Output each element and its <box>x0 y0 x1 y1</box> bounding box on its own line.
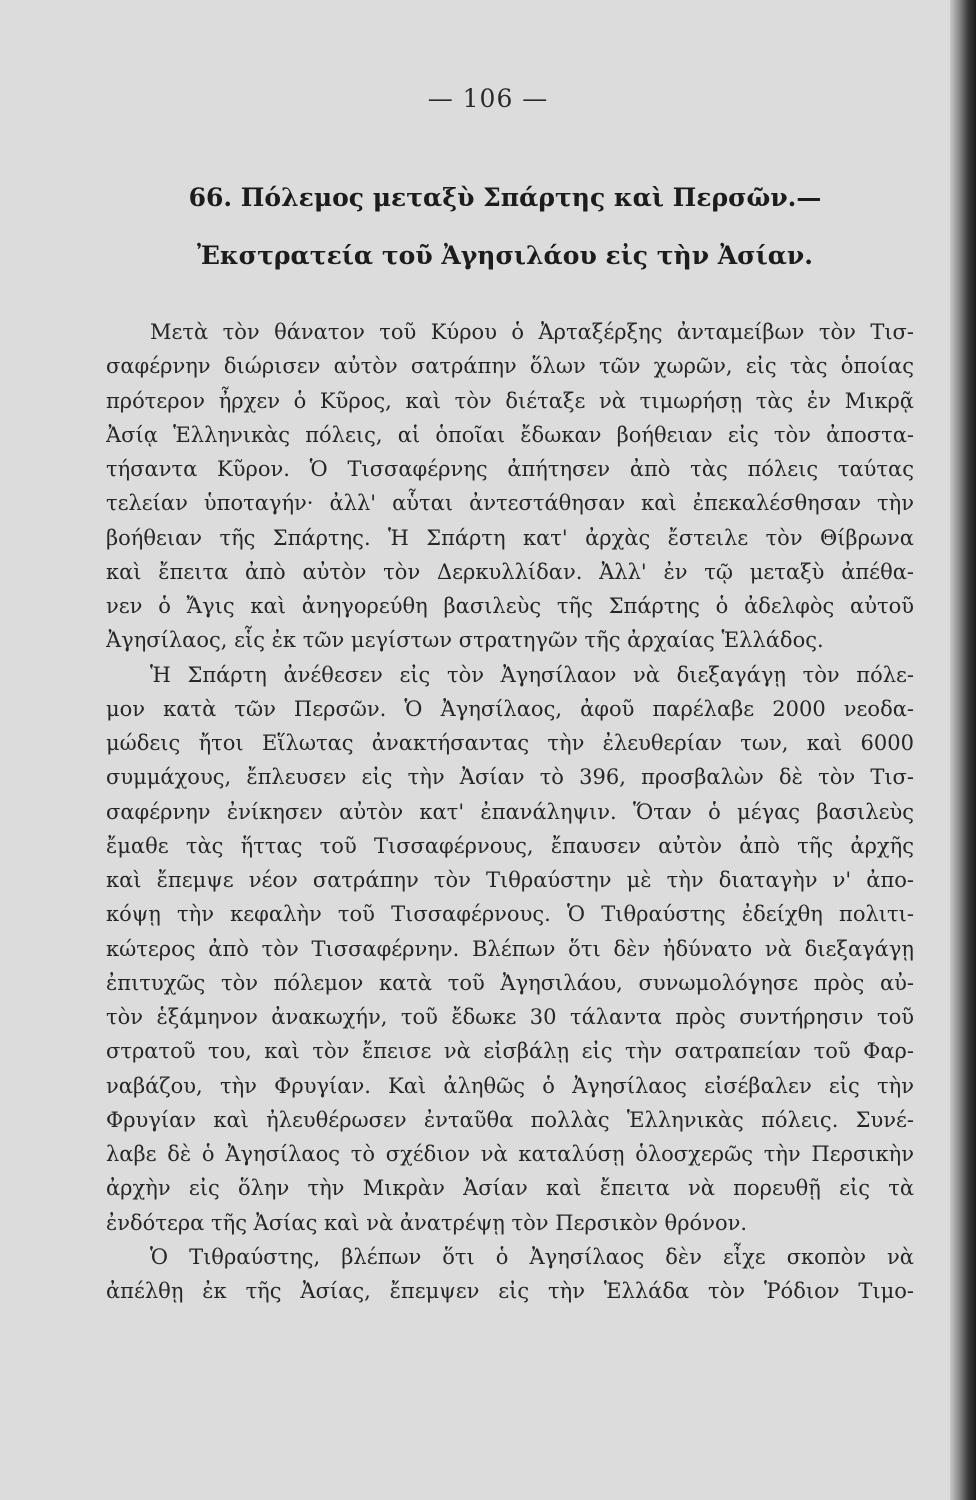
text-line: Ἡ Σπάρτη ἀνέθεσεν εἰς τὸν Ἀγησίλαον νὰ διεξαγάγῃ τὸν πόλε- <box>150 662 914 687</box>
text-line: Μετὰ τὸν θάνατον τοῦ Κύρου ὁ Ἀρταξέρξης ἀνταμείβων τὸν Τισ- <box>150 320 914 344</box>
text-line: καὶ ἔπειτα ἀπὸ αὐτὸν τὸν Δερκυλλίδαν. Ἀλλ' ἐν τῷ μεταξὺ ἀπέθα- <box>106 559 914 584</box>
text-line: τελείαν ὑποταγήν· ἀλλ' αὗται ἀντεστάθησαν καὶ ἐπεκαλέσθησαν τὴν <box>106 491 914 516</box>
text-line: σαφέρνην διώρισεν αὐτὸν σατράπην ὅλων τῶν χωρῶν, εἰς τὰς ὁποίας <box>106 354 914 379</box>
text-line: ἔμαθε τὰς ἥττας τοῦ Τισσαφέρνους, ἔπαυσεν αὐτὸν ἀπὸ τῆς ἀρχῆς <box>106 833 914 858</box>
text-line: ναβάζου, τὴν Φρυγίαν. Καὶ ἀληθῶς ὁ Ἀγησίλαος εἰσέβαλεν εἰς τὴν <box>106 1073 914 1098</box>
text-line: Ἀσίᾳ Ἑλληνικὰς πόλεις, αἱ ὁποῖαι ἔδωκαν βοήθειαν εἰς τὸν ἀποστα- <box>106 422 914 447</box>
text-line: ἐνδότερα τῆς Ἀσίας καὶ νὰ ἀνατρέψῃ τὸν Περσικὸν θρόνον. <box>106 1210 748 1235</box>
text-line: τήσαντα Κῦρον. Ὁ Τισσαφέρνης ἀπήτησεν ἀπὸ τὰς πόλεις ταύτας <box>106 457 914 481</box>
page-number: — 106 — <box>427 84 549 113</box>
text-line: ἐπιτυχῶς τὸν πόλεμον κατὰ τοῦ Ἀγησιλάου, συνωμολόγησε πρὸς αὐ- <box>106 970 914 995</box>
text-line: σαφέρνην ἐνίκησεν αὐτὸν κατ' ἐπανάληψιν. Ὅταν ὁ μέγας βασιλεὺς <box>106 799 914 824</box>
text-line: μώδεις ἤτοι Εἵλωτας ἀνακτήσαντας τὴν ἐλευθερίαν των, καὶ 6000 <box>106 731 914 755</box>
text-line: μον κατὰ τῶν Περσῶν. Ὁ Ἀγησίλαος, ἀφοῦ παρέλαβε 2000 νεοδα- <box>106 696 914 721</box>
text-line: βοήθειαν τῆς Σπάρτης. Ἡ Σπάρτη κατ' ἀρχὰς ἔστειλε τὸν Θίβρωνα <box>106 525 914 550</box>
text-line: νεν ὁ Ἄγις καὶ ἀνηγορεύθη βασιλεὺς τῆς Σπάρτης ὁ ἀδελφὸς αὐτοῦ <box>106 594 914 618</box>
text-line: λαβε δὲ ὁ Ἀγησίλαος τὸ σχέδιον νὰ καταλύσῃ ὁλοσχερῶς τὴν Περσικὴν <box>106 1142 914 1166</box>
text-line: τὸν ἑξάμηνον ἀνακωχήν, τοῦ ἔδωκε 30 τάλαντα πρὸς συντήρησιν τοῦ <box>106 1005 914 1029</box>
text-line: πρότερον ἦρχεν ὁ Κῦρος, καὶ τὸν διέταξε νὰ τιμωρήσῃ τὰς ἐν Μικρᾷ <box>106 388 914 413</box>
text-line: Φρυγίαν καὶ ἠλευθέρωσεν ἐνταῦθα πολλὰς Ἑλληνικὰς πόλεις. Συνέ- <box>106 1107 914 1132</box>
section-heading-line-1: 66. Πόλεμος μεταξὺ Σπάρτης καὶ Περσῶν.— <box>188 183 822 212</box>
text-line: ἀπέλθῃ ἐκ τῆς Ἀσίας, ἔπεμψεν εἰς τὴν Ἑλλάδα τὸν Ῥόδιον Τιμο- <box>106 1279 914 1303</box>
text-line: κόψῃ τὴν κεφαλὴν τοῦ Τισσαφέρνους. Ὁ Τιθραύστης ἐδείχθη πολιτι- <box>106 902 914 927</box>
text-line: συμμάχους, ἔπλευσεν εἰς τὴν Ἀσίαν τὸ 396, προσβαλὼν δὲ τὸν Τισ- <box>106 765 914 790</box>
text-line: Ὁ Τιθραύστης, βλέπων ὅτι ὁ Ἀγησίλαος δὲν εἶχε σκοπὸν νὰ <box>150 1244 914 1269</box>
text-line: ἀρχὴν εἰς ὅλην τὴν Μικρὰν Ἀσίαν καὶ ἔπειτα νὰ πορευθῇ εἰς τὰ <box>106 1176 914 1201</box>
body-text <box>106 315 914 1308</box>
book-binding-edge <box>950 0 976 1500</box>
text-line: καὶ ἔπεμψε νέον σατράπην τὸν Τιθραύστην μὲ τὴν διαταγὴν ν' ἀπο- <box>106 868 914 892</box>
text-line: στρατοῦ του, καὶ τὸν ἔπεισε νὰ εἰσβάλῃ εἰς τὴν σατραπείαν τοῦ Φαρ- <box>106 1039 914 1064</box>
section-heading-line-2: Ἐκστρατεία τοῦ Ἀγησιλάου εἰς τὴν Ἀσίαν. <box>197 241 813 270</box>
text-line: Ἀγησίλαος, εἷς ἐκ τῶν μεγίστων στρατηγῶν τῆς ἀρχαίας Ἑλλάδος. <box>106 628 824 653</box>
text-line: κώτερος ἀπὸ τὸν Τισσαφέρνην. Βλέπων ὅτι δὲν ἠδύνατο νὰ διεξαγάγῃ <box>106 936 914 961</box>
